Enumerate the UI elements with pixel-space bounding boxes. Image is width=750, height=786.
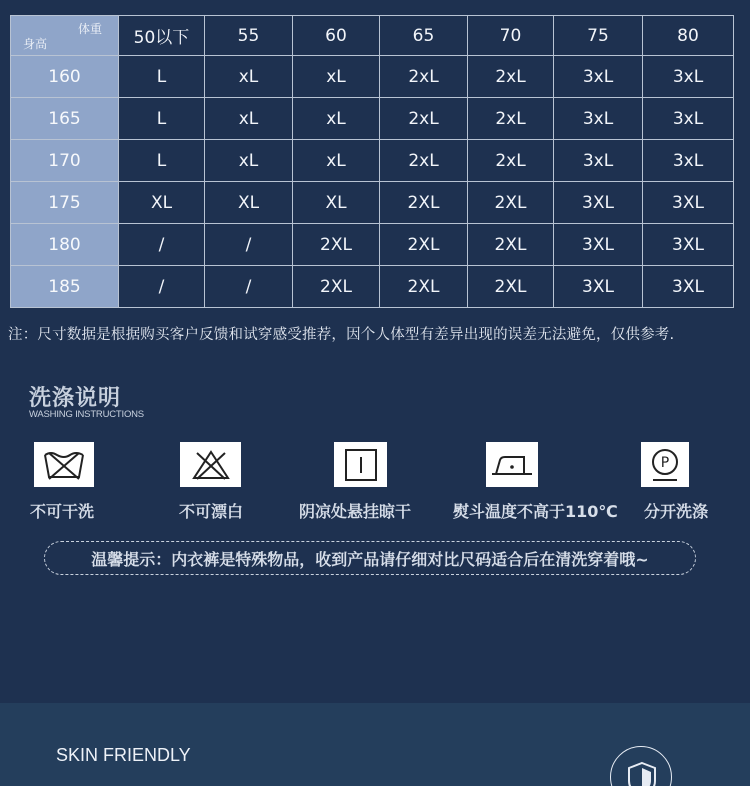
size-cell: xL	[205, 98, 293, 140]
height-cell: 165	[11, 98, 119, 140]
size-cell: /	[205, 224, 293, 266]
size-cell: 3XL	[643, 266, 734, 308]
size-cell: 2XL	[293, 266, 380, 308]
weight-header: 50以下	[119, 16, 205, 56]
size-cell: 3xL	[643, 140, 734, 182]
size-cell: XL	[119, 182, 205, 224]
size-cell: L	[119, 56, 205, 98]
table-row	[11, 98, 734, 140]
wash-label: 阴凉处悬挂晾干	[299, 502, 412, 521]
height-cell: 175	[11, 182, 119, 224]
size-cell: 3xL	[554, 140, 643, 182]
warm-tip-text: 温馨提示：内衣裤是特殊物品，收到产品请仔细对比尺码适合后在清洗穿着哦~	[91, 549, 649, 569]
table-row	[11, 56, 734, 98]
size-cell: 2xL	[468, 56, 554, 98]
size-cell: XL	[205, 182, 293, 224]
size-cell: 2XL	[468, 182, 554, 224]
size-cell: 2xL	[468, 98, 554, 140]
size-cell: 2xL	[380, 56, 468, 98]
height-cell: 160	[11, 56, 119, 98]
size-cell: 2xL	[380, 98, 468, 140]
weight-header: 80	[643, 16, 734, 56]
professional-clean-icon	[641, 442, 689, 487]
weight-header: 60	[293, 16, 380, 56]
size-cell: /	[119, 266, 205, 308]
height-axis-label: 身高	[23, 37, 48, 51]
skin-friendly-label: SKIN FRIENDLY	[56, 745, 191, 765]
size-cell: XL	[293, 182, 380, 224]
table-row	[11, 224, 734, 266]
size-note: 注：尺寸数据是根据购买客户反馈和试穿感受推荐，因个人体型有差异出现的误差无法避免，仅供参考.	[8, 327, 675, 343]
size-cell: 2XL	[468, 224, 554, 266]
weight-header: 65	[380, 16, 468, 56]
size-cell: 3xL	[554, 56, 643, 98]
size-cell: 3xL	[643, 56, 734, 98]
weight-axis-label: 体重	[77, 22, 102, 36]
washing-subtitle: WASHING INSTRUCTIONS	[29, 409, 144, 420]
wash-label: 分开洗涤	[644, 502, 709, 521]
iron-icon	[486, 442, 538, 487]
size-cell: 3xL	[554, 98, 643, 140]
size-cell: L	[119, 98, 205, 140]
washing-title: 洗涤说明	[29, 386, 122, 411]
size-cell: xL	[293, 140, 380, 182]
size-cell: 3XL	[643, 182, 734, 224]
size-cell: /	[205, 266, 293, 308]
table-corner-cell	[11, 16, 119, 56]
wash-label: 不可干洗	[30, 502, 95, 521]
height-cell: 180	[11, 224, 119, 266]
weight-header: 55	[205, 16, 293, 56]
size-cell: 3XL	[554, 266, 643, 308]
shade-dry-icon	[334, 442, 387, 487]
size-cell: 2XL	[380, 182, 468, 224]
size-cell: 3xL	[643, 98, 734, 140]
size-cell: L	[119, 140, 205, 182]
size-cell: xL	[205, 56, 293, 98]
svg-text:P: P	[660, 454, 670, 471]
size-cell: 2XL	[468, 266, 554, 308]
wash-label: 熨斗温度不高于110℃	[453, 502, 618, 521]
size-chart-table	[10, 15, 734, 308]
height-cell: 185	[11, 266, 119, 308]
size-cell: /	[119, 224, 205, 266]
table-row	[11, 140, 734, 182]
weight-header: 75	[554, 16, 643, 56]
size-cell: 2xL	[468, 140, 554, 182]
table-body	[11, 56, 734, 308]
size-cell: 3XL	[643, 224, 734, 266]
table-row	[11, 182, 734, 224]
size-cell: xL	[293, 98, 380, 140]
size-cell: 2XL	[380, 224, 468, 266]
size-cell: xL	[293, 56, 380, 98]
wash-label: 不可漂白	[179, 502, 244, 521]
size-cell: 3XL	[554, 224, 643, 266]
size-cell: xL	[205, 140, 293, 182]
height-cell: 170	[11, 140, 119, 182]
table-header-row	[11, 16, 734, 56]
warm-tip-banner	[44, 541, 696, 575]
weight-header: 70	[468, 16, 554, 56]
no-dry-clean-icon	[34, 442, 94, 487]
size-cell: 2xL	[380, 140, 468, 182]
no-bleach-icon	[180, 442, 241, 487]
size-cell: 2XL	[293, 224, 380, 266]
size-cell: 2XL	[380, 266, 468, 308]
table-row	[11, 266, 734, 308]
size-cell: 3XL	[554, 182, 643, 224]
